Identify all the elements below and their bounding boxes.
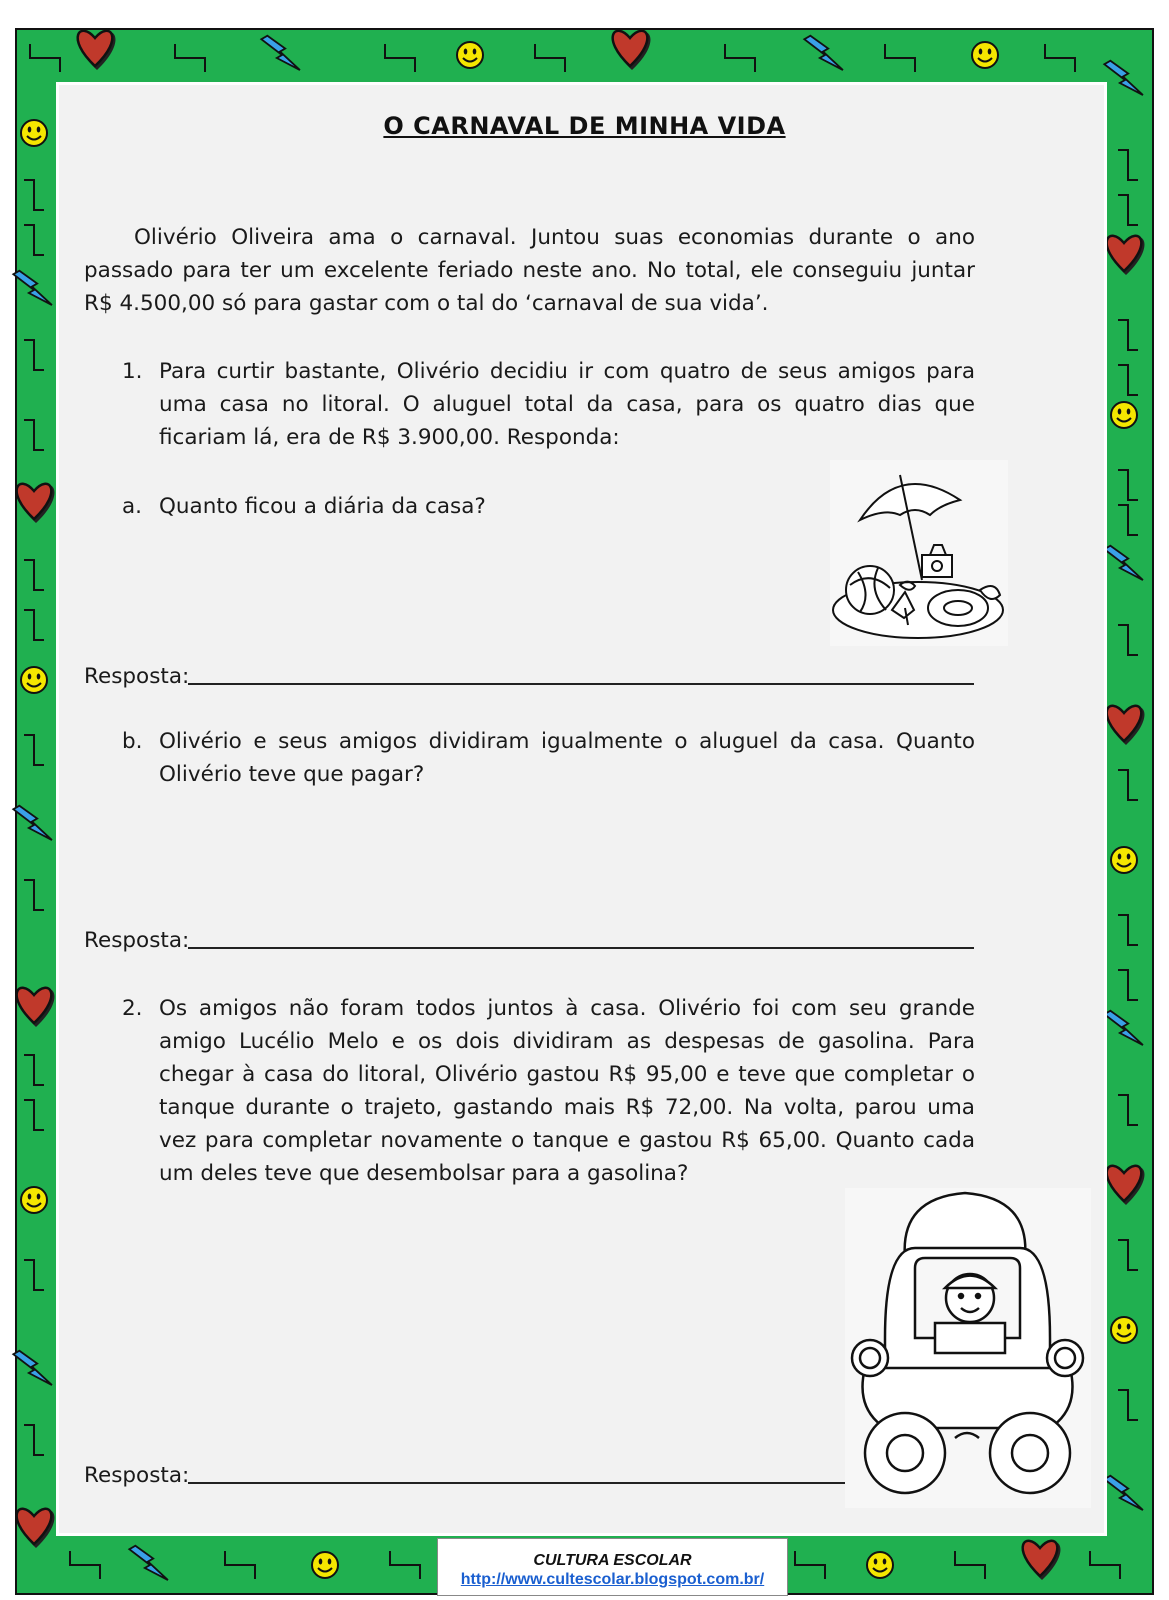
answer-label: Resposta: — [84, 664, 190, 689]
answer-line-1a[interactable] — [84, 660, 189, 693]
answer-label: Resposta: — [84, 928, 190, 953]
answer-line-1b[interactable] — [84, 924, 189, 957]
footer-site-link[interactable]: http://www.cultescolar.blogspot.com.br/ — [460, 1571, 765, 1588]
answer-underline — [188, 947, 974, 949]
question-1b-letter: b. — [122, 729, 143, 754]
answer-line-2[interactable] — [84, 1459, 189, 1492]
answer-underline — [188, 683, 974, 685]
question-1b-text: Olivério e seus amigos dividiram igualmente o aluguel da casa. Quanto Olivério teve que pagar? — [159, 729, 975, 787]
question-1-text: Para curtir bastante, Olivério decidiu ir com quatro de seus amigos para uma casa no litoral. O aluguel total da casa, para os quatro dias que ficariam lá, era de R$ 3.900,00. Responda: — [159, 359, 975, 450]
question-1-number: 1. — [122, 359, 143, 384]
answer-label: Resposta: — [84, 1463, 190, 1488]
footer-credit — [437, 1538, 788, 1596]
intro-paragraph: Olivério Oliveira ama o carnaval. Juntou suas economias durante o ano passado para ter um excelente feriado neste ano. No total, ele conseguiu juntar R$ 4.500,00 só para gastar com o tal do ‘carnaval de sua vida’. — [84, 225, 975, 316]
question-2-number: 2. — [122, 996, 143, 1021]
page-title: O CARNAVAL DE MINHA VIDA — [383, 112, 786, 140]
beach-umbrella-icon — [830, 460, 1008, 646]
footer-site-name: CULTURA ESCOLAR — [533, 1552, 692, 1569]
question-1a-text: Quanto ficou a diária da casa? — [159, 494, 486, 519]
question-2-text: Os amigos não foram todos juntos à casa. Olivério foi com seu grande amigo Lucélio Melo e os dois dividiram as despesas de gasolina. Para chegar à casa do litoral, Olivério gastou R$ 95,00 e teve que completar o tanque durante o trajeto, gastando mais R$ 72,00. Na volta, parou uma vez para completar novamente o tanque e gastou R$ 65,00. Quanto cada um deles teve que desembolsar para a gasolina? — [159, 996, 975, 1186]
question-1a-letter: a. — [122, 494, 143, 519]
car-driver-icon — [845, 1188, 1091, 1508]
